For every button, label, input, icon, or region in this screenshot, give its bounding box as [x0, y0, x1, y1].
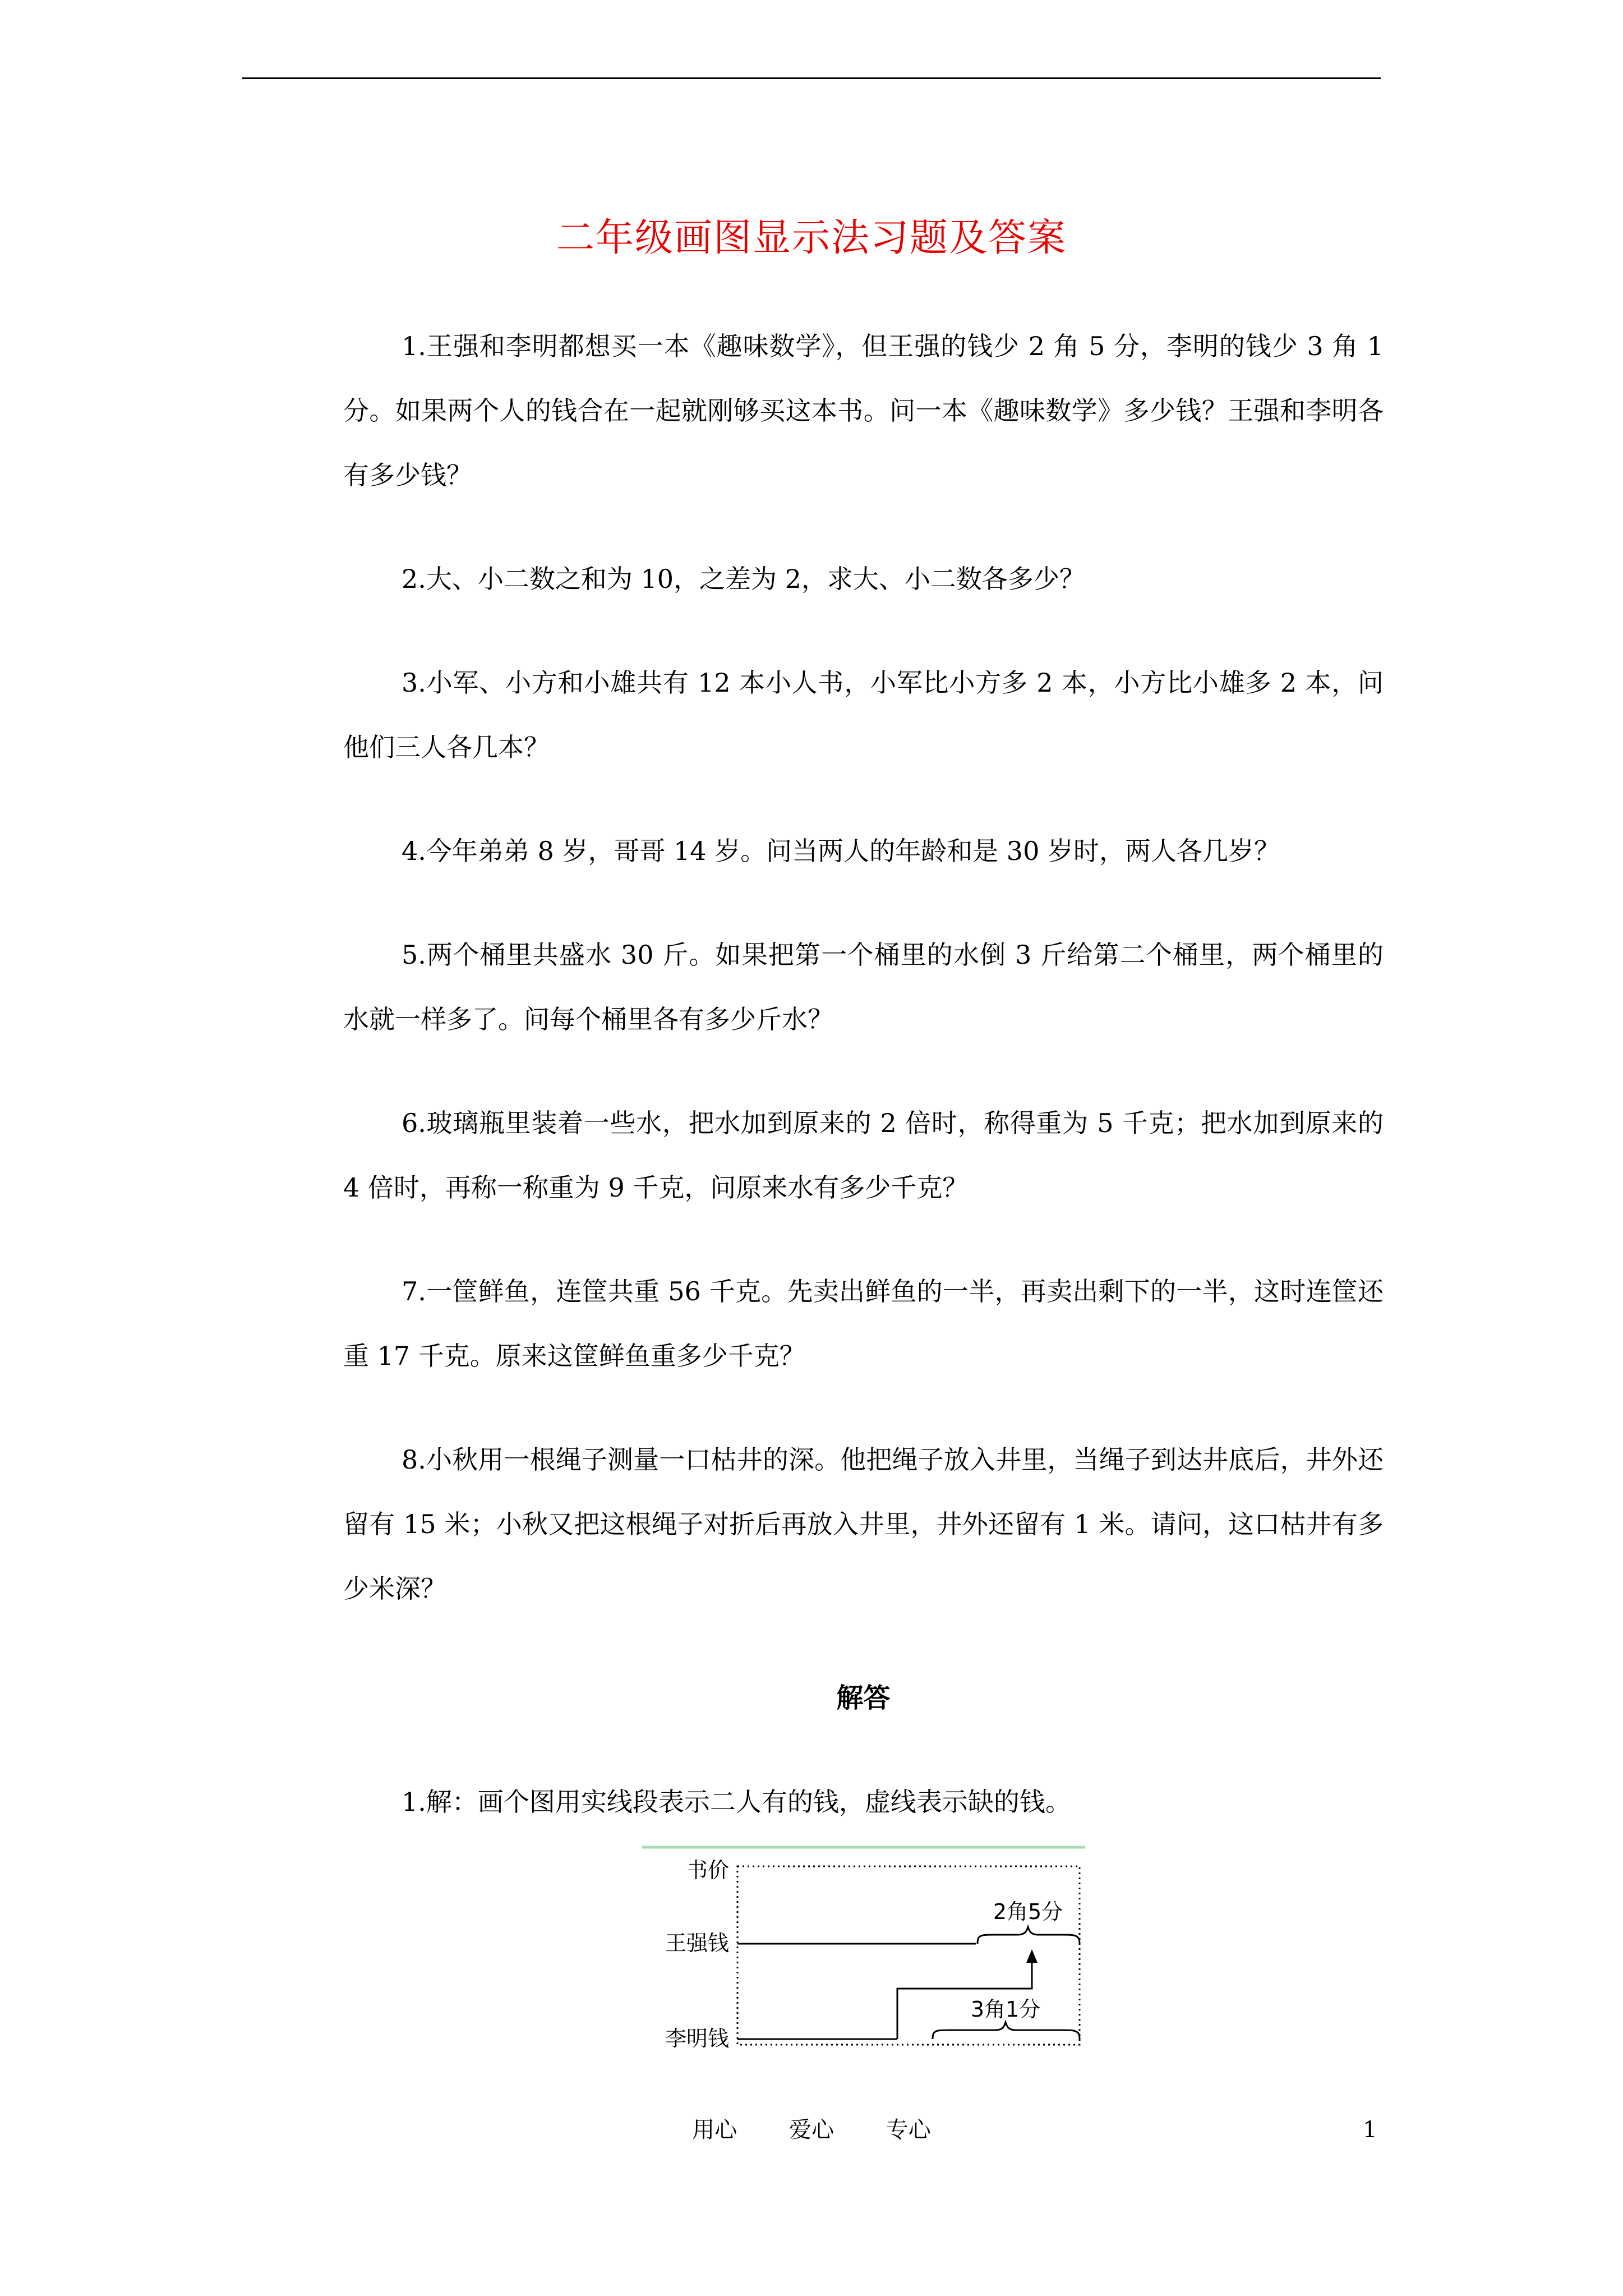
- arrow-head-icon: [1026, 1949, 1038, 1963]
- question-2: 2.大、小二数之和为 10，之差为 2，求大、小二数各多少？: [402, 564, 1085, 594]
- page-number: 1: [1363, 2117, 1377, 2143]
- answer-1-intro: 1.解：画个图用实线段表示二人有的钱，虚线表示缺的钱。: [402, 1787, 1071, 1817]
- question-1: 1.王强和李明都想买一本《趣味数学》，但王强的钱少 2 角 5 分，李明的钱少 3 角 1 分。如果两个人的钱合在一起就刚够买这本书。问一本《趣味数学》多少钱？王强和李明各有多少钱？: [343, 331, 1384, 490]
- question-4: 4.今年弟弟 8 岁，哥哥 14 岁。问当两人的年龄和是 30 岁时，两人各几岁？: [402, 836, 1280, 866]
- header-rule: [242, 77, 1381, 79]
- footer-motto: 用心 爱心 专心: [692, 2117, 931, 2143]
- line-segment-diagram: [608, 1843, 1102, 2056]
- question-8: 8.小秋用一根绳子测量一口枯井的深。他把绳子放入井里，当绳子到达井底后，井外还留有 15 米；小秋又把这根绳子对折后再放入井里，井外还留有 1 米。请问，这口枯井有多少米深？: [343, 1444, 1384, 1604]
- wangqiang-shortage-label: 2角5分: [993, 1899, 1063, 1924]
- question-6: 6.玻璃瓶里装着一些水，把水加到原来的 2 倍时，称得重为 5 千克；把水加到原来的 4 倍时，再称一称重为 9 千克，问原来水有多少千克？: [343, 1108, 1384, 1203]
- question-5: 5.两个桶里共盛水 30 斤。如果把第一个桶里的水倒 3 斤给第二个桶里，两个桶里的水就一样多了。问每个桶里各有多少斤水？: [343, 940, 1384, 1034]
- question-3: 3.小军、小方和小雄共有 12 本小人书，小军比小方多 2 本，小方比小雄多 2 本，问他们三人各几本？: [343, 668, 1384, 762]
- label-wangqiang-money: 王强钱: [665, 1931, 729, 1955]
- label-book-price: 书价: [686, 1858, 729, 1883]
- diagram-svg: [608, 1843, 1102, 2056]
- page-footer: [0, 2110, 1623, 2150]
- question-7: 7.一筐鲜鱼，连筐共重 56 千克。先卖出鲜鱼的一半，再卖出剩下的一半，这时连筐还重 17 千克。原来这筐鲜鱼重多少千克？: [343, 1276, 1384, 1371]
- liming-shortage-brace: [933, 2022, 1080, 2039]
- document-title: 二年级画图显示法习题及答案: [556, 216, 1067, 260]
- label-liming-money: 李明钱: [665, 2026, 729, 2051]
- liming-shortage-label: 3角1分: [970, 1997, 1041, 2022]
- answer-heading: 解答: [836, 1682, 891, 1714]
- wangqiang-shortage-brace: [978, 1927, 1080, 1944]
- document-body: [343, 314, 1384, 1834]
